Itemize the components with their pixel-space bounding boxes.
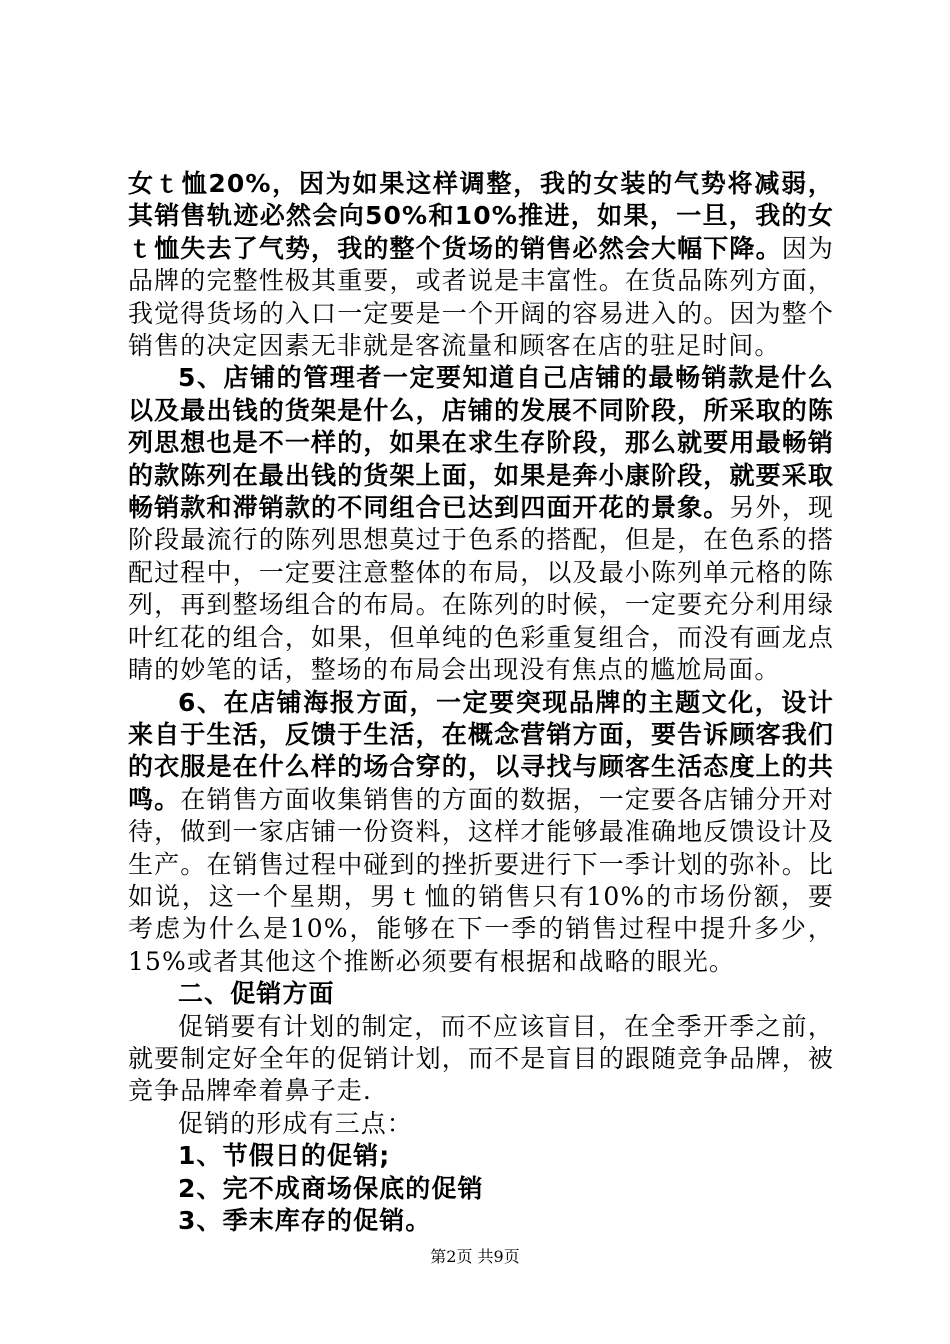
document-body [128, 168, 834, 1237]
paragraph-2-bold: 5、店铺的管理者一定要知道自己店铺的最畅销款是什么以及最出钱的货架是什么，店铺的发展不同阶段，所采取的陈列思想也是不一样的，如果在求生存阶段，那么就要用最畅销的款陈列在最出钱的货架上面，如果是奔小康阶段，就要采取畅销款和滞销款的不同组合已达到四面开花的景象。 [128, 363, 834, 523]
promotion-item-2: 2、完不成商场保底的促销 [178, 1173, 484, 1203]
paragraph-3-bold: 6、在店铺海报方面，一定要突现品牌的主题文化，设计来自于生活，反馈于生活，在概念营销方面，要告诉顾客我们的衣服是在什么样的场合穿的，以寻找与顾客生活态度上的共鸣。 [128, 687, 834, 814]
paragraph-1-text: 因为品牌的完整性极其重要，或者说是丰富性。在货品陈列方面，我觉得货场的入口一定要是一个开阔的容易进入的。因为整个销售的决定因素无非就是客流量和顾客在店的驻足时间。 [128, 233, 834, 361]
paragraph-2 [128, 362, 834, 686]
section-heading-promotion: 二、促销方面 [178, 979, 335, 1009]
promotion-forms-label: 促销的形成有三点： [178, 1108, 413, 1138]
paragraph-1 [128, 168, 834, 362]
paragraph-2-text: 另外，现阶段最流行的陈列思想莫过于色系的搭配，但是，在色系的搭配过程中，一定要注意整体的布局，以及最小陈列单元格的陈列，再到整场组合的布局。在陈列的时候，一定要充分利用绿叶红花的组合，如果，但单纯的色彩重复组合，而没有画龙点睛的妙笔的话，整场的布局会出现没有焦点的尴尬局面。 [128, 493, 834, 685]
paragraph-3 [128, 687, 834, 979]
promotion-intro: 促销要有计划的制定，而不应该盲目，在全季开季之前，就要制定好全年的促销计划，而不是盲目的跟随竞争品牌，被竞争品牌牵着鼻子走. [128, 1011, 834, 1106]
promotion-item-3: 3、季末库存的促销。 [178, 1206, 432, 1235]
paragraph-3-text: 在销售方面收集销售的方面的数据，一定要各店铺分开对待，做到一家店铺一份资料，这样才能够最准确地反馈设计及生产。在销售过程中碰到的挫折要进行下一季计划的弥补。比如说，这一个星期，男ｔ恤的销售只有10%的市场份额，要考虑为什么是10%，能够在下一季的销售过程中提升多少，15%或者其他这个推断必须要有根据和战略的眼光。 [128, 784, 834, 976]
paragraph-1-bold: 女ｔ恤20%，因为如果这样调整，我的女装的气势将减弱，其销售轨迹必然会向50%和10%推进，如果，一旦，我的女ｔ恤失去了气势，我的整个货场的销售必然会大幅下降。 [128, 169, 834, 263]
promotion-item-1: 1、节假日的促销; [178, 1141, 391, 1171]
page-number-footer: 第2页 共9页 [430, 1247, 520, 1266]
